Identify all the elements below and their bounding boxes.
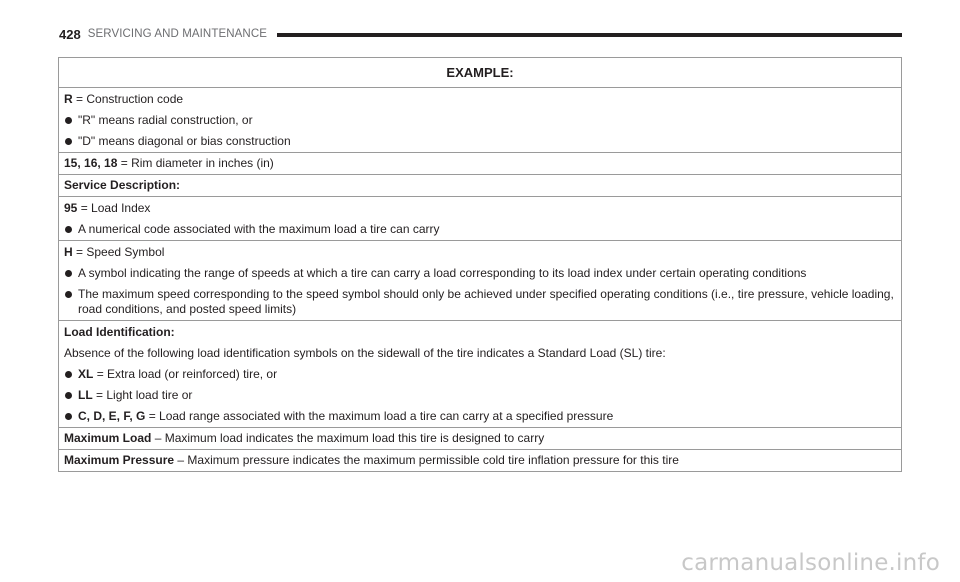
construction-desc: = Construction code: [76, 92, 184, 106]
table-row-rim: [59, 152, 901, 174]
list-item: [64, 113, 897, 128]
bullet-icon: [65, 270, 72, 277]
table-row-maximum-pressure: [59, 449, 901, 471]
table-row-speed-symbol: [59, 240, 901, 320]
table-row-load-identification: [59, 320, 901, 427]
load-index-term: 95: [64, 201, 78, 215]
bullet-text: A symbol indicating the range of speeds at which a tire can carry a load corresponding to its load index under certain operating conditions: [78, 266, 807, 280]
bullet-icon: [65, 117, 72, 124]
header-rule: [277, 33, 902, 37]
page-number: 428: [59, 26, 81, 42]
watermark-text: carmanualsonline.info: [681, 550, 940, 576]
table-row-maximum-load: [59, 427, 901, 449]
maximum-load-term: Maximum Load: [64, 431, 152, 445]
table-row-construction: [59, 87, 901, 152]
rim-desc: = Rim diameter in inches (in): [120, 156, 274, 170]
section-title: SERVICING AND MAINTENANCE: [87, 28, 267, 40]
maximum-pressure-term: Maximum Pressure: [64, 453, 175, 467]
construction-term: R: [64, 92, 73, 106]
load-index-desc: = Load Index: [80, 201, 151, 215]
list-item: [64, 266, 897, 281]
table-row-load-index: [59, 196, 901, 240]
list-item: [64, 409, 897, 424]
bullet-term: LL: [78, 388, 93, 402]
bullet-term: XL: [78, 367, 94, 381]
bullet-icon: [65, 392, 72, 399]
bullet-text: A numerical code associated with the maximum load a tire can carry: [78, 222, 440, 236]
bullet-icon: [65, 291, 72, 298]
bullet-text: "D" means diagonal or bias construction: [78, 134, 291, 148]
speed-symbol-desc: = Speed Symbol: [76, 245, 165, 259]
bullet-text: = Extra load (or reinforced) tire, or: [96, 367, 278, 381]
list-item: [64, 222, 897, 237]
page-header: [59, 25, 902, 43]
bullet-text: The maximum speed corresponding to the speed symbol should only be achieved under specified operating conditions (i.e., tire pressure, vehicle loading, road conditions, and posted speed limits): [78, 287, 894, 316]
bullet-icon: [65, 226, 72, 233]
maximum-pressure-desc: – Maximum pressure indicates the maximum permissible cold tire inflation pressure for this tire: [174, 453, 679, 467]
tire-code-table: [58, 57, 902, 472]
service-description-label: Service Description:: [64, 178, 181, 192]
speed-symbol-term: H: [64, 245, 73, 259]
list-item: [64, 287, 897, 317]
maximum-load-desc: – Maximum load indicates the maximum load this tire is designed to carry: [151, 431, 545, 445]
bullet-text: = Load range associated with the maximum load a tire can carry at a specified pressure: [148, 409, 614, 423]
bullet-icon: [65, 371, 72, 378]
list-item: [64, 388, 897, 403]
load-identification-label: Load Identification:: [64, 325, 175, 339]
bullet-text: = Light load tire or: [96, 388, 193, 402]
bullet-term: C, D, E, F, G: [78, 409, 146, 423]
list-item: [64, 367, 897, 382]
load-identification-intro: Absence of the following load identification symbols on the sidewall of the tire indicates a Standard Load (SL) tire:: [64, 346, 666, 360]
list-item: [64, 134, 897, 149]
bullet-text: "R" means radial construction, or: [78, 113, 253, 127]
table-row-service-description: [59, 174, 901, 196]
table-caption: EXAMPLE:: [446, 65, 514, 80]
rim-term: 15, 16, 18: [64, 156, 118, 170]
bullet-icon: [65, 413, 72, 420]
bullet-icon: [65, 138, 72, 145]
